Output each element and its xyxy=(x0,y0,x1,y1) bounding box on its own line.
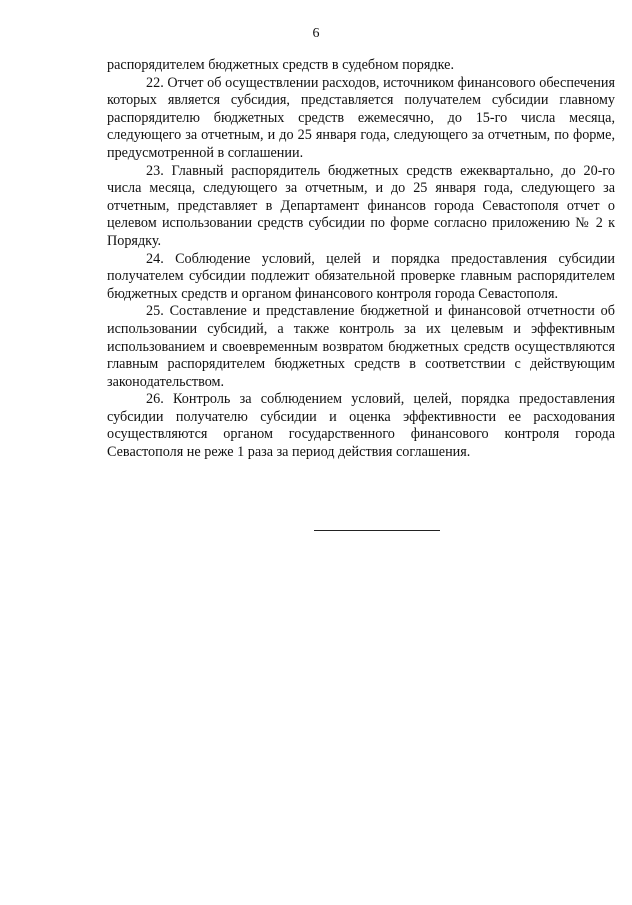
paragraph-24: 24. Соблюдение условий, целей и порядка предоставления субсидии получателем субсидии подлежит обязательной проверке главным распорядителем бюджетных средств и органом финансового контроля города Севастополя. xyxy=(107,250,615,302)
paragraph-23: 23. Главный распорядитель бюджетных средств ежеквартально, до 20-го числа месяца, следующего за отчетным, и до 25 января года, следующего за отчетным, представляет в Департамент финансов города Севастополя отчет о целевом использовании средств субсидии по форме согласно приложению № 2 к Порядку. xyxy=(107,162,615,249)
end-separator-line xyxy=(314,530,440,531)
page-number: 6 xyxy=(312,26,320,41)
paragraph-22: 22. Отчет об осуществлении расходов, источником финансового обеспечения которых является субсидия, представляется получателем субсидии главному распорядителю бюджетных средств ежемесячно, до 15-го числа месяца, следующего за отчетным, и до 25 января года, следующего за отчетным, по форме, предусмотренной в соглашении. xyxy=(107,74,615,161)
paragraph-25: 25. Составление и представление бюджетной и финансовой отчетности об использовании субсидий, а также контроль за их целевым и эффективным использованием и своевременным возвратом бюджетных средств осуществляются главным распорядителем бюджетных средств в соответствии с действующим законодательством. xyxy=(107,303,615,390)
document-body xyxy=(107,57,615,462)
paragraph-26: 26. Контроль за соблюдением условий, целей, порядка предоставления субсидии получателю субсидии и оценка эффективности ее расходования осуществляются органом государственного финансового контроля города Севастополя не реже 1 раза за период действия соглашения. xyxy=(107,391,615,461)
paragraph-continuation: распорядителем бюджетных средств в судебном порядке. xyxy=(107,57,454,73)
